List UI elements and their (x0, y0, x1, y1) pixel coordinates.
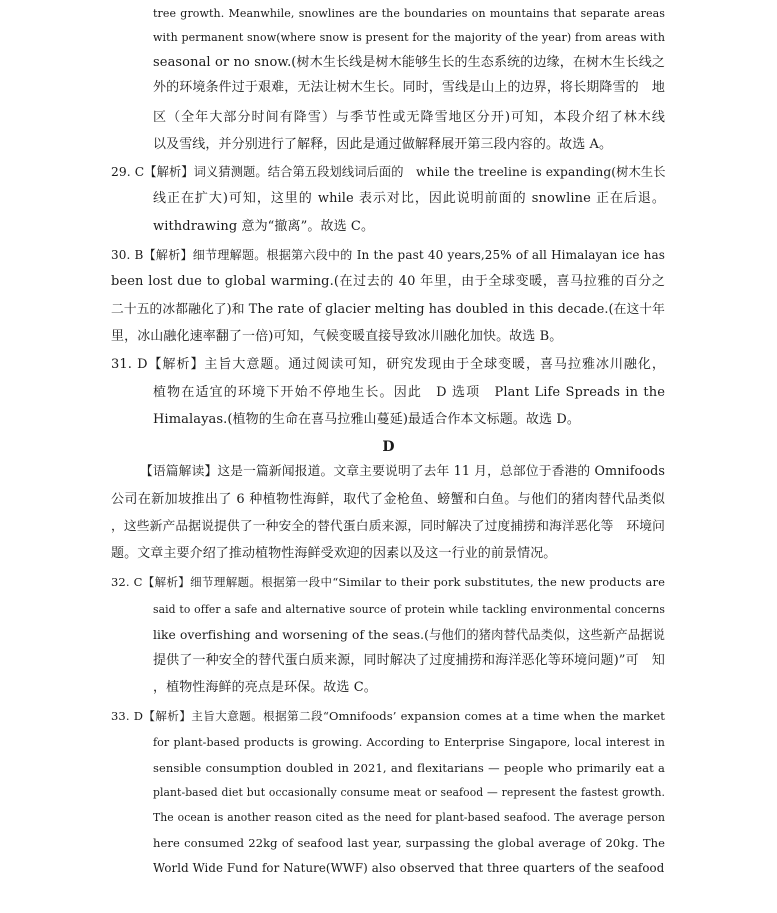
answer-31-line: 31. D【解析】主旨大意题。通过阅读可知，研究发现由于全球变暖，喜马拉雅冰川融化， (111, 357, 665, 372)
text-line: 公司在新加坡推出了 6 种植物性海鲜，取代了金枪鱼、螃蟹和白鱼。与他们的猪肉替代品类似 (111, 492, 665, 507)
text-line: 植物在适宜的环境下开始不停地生长。因此 D 选项 Plant Life Spreads in the (153, 385, 665, 400)
text-line: plant-based diet but occasionally consume meat or seafood — represent the fastest growth. (153, 786, 665, 799)
answer-33-line: 33. D【解析】主旨大意题。根据第二段“Omnifoods’ expansion comes at a time when the market (111, 709, 665, 723)
text-line: 线正在扩大)可知，这里的 while 表示对比，因此说明前面的 snowline 正在后退。 (153, 191, 665, 206)
text-line: been lost due to global warming.(在过去的 40 年里，由于全球变暖，喜马拉雅的百分之 (111, 274, 665, 289)
text-line: 里，冰山融化速率翻了一倍)可知，气候变暖直接导致冰川融化加快。故选 B。 (111, 329, 563, 344)
text-line: tree growth. Meanwhile, snowlines are the boundaries on mountains that separate areas (153, 7, 665, 20)
text-line: ，这些新产品据说提供了一种安全的替代蛋白质来源，同时解决了过度捕捞和海洋恶化等 环境问 (111, 519, 665, 534)
answer-30-line: 30. B【解析】细节理解题。根据第六段中的 In the past 40 years,25% of all Himalayan ice has (111, 248, 665, 262)
text-line: Himalayas.(植物的生命在喜马拉雅山蔓延)最适合作本文标题。故选 D。 (153, 412, 580, 427)
answer-32-line: 32. C【解析】细节理解题。根据第一段中“Similar to their pork substitutes, the new products are (111, 575, 665, 589)
text-line: like overfishing and worsening of the seas.(与他们的猪肉替代品类似，这些新产品据说 (153, 628, 665, 642)
passage-note-line: 【语篇解读】这是一篇新闻报道。文章主要说明了去年 11 月，总部位于香港的 Omnifoods (140, 464, 665, 479)
text-line: withdrawing 意为“撤离”。故选 C。 (153, 219, 375, 234)
text-line: 外的环境条件过于艰难，无法让树木生长。同时，雪线是山上的边界，将长期降雪的 地 (153, 80, 665, 95)
text-line: 提供了一种安全的替代蛋白质来源，同时解决了过度捕捞和海洋恶化等环境问题)”可 知 (153, 653, 665, 668)
text-line: here consumed 22kg of seafood last year, surpassing the global average of 20kg. The (153, 836, 665, 850)
text-line: seasonal or no snow.(树木生长线是树木能够生长的生态系统的边缘，在树木生长线之 (153, 55, 665, 70)
text-line: 区（全年大部分时间有降雪）与季节性或无降雪地区分开)可知，本段介绍了林木线 (153, 110, 665, 125)
text-line: with permanent snow(where snow is present for the majority of the year) from areas with (153, 31, 665, 44)
text-line: 以及雪线，并分别进行了解释，因此是通过做解释展开第三段内容的。故选 A。 (153, 137, 613, 152)
text-line: for plant-based products is growing. According to Enterprise Singapore, local interest in (153, 736, 665, 749)
text-line: World Wide Fund for Nature(WWF) also observed that three quarters of the seafood (153, 861, 665, 875)
text-line: 二十五的冰都融化了)和 The rate of glacier melting has doubled in this decade.(在这十年 (111, 302, 665, 317)
text-line: The ocean is another reason cited as the need for plant-based seafood. The average person (153, 811, 665, 824)
text-line: 题。文章主要介绍了推动植物性海鲜受欢迎的因素以及这一行业的前景情况。 (111, 546, 557, 561)
answer-29-line: 29. C【解析】词义猜测题。结合第五段划线词后面的 while the treeline is expanding(树木生长 (111, 165, 666, 179)
text-line: sensible consumption doubled in 2021, and flexitarians — people who primarily eat a (153, 761, 665, 775)
text-line: said to offer a safe and alternative source of protein while tackling environmental concerns (153, 603, 665, 616)
section-heading: D (382, 439, 395, 455)
text-line: ，植物性海鲜的亮点是环保。故选 C。 (153, 680, 377, 695)
